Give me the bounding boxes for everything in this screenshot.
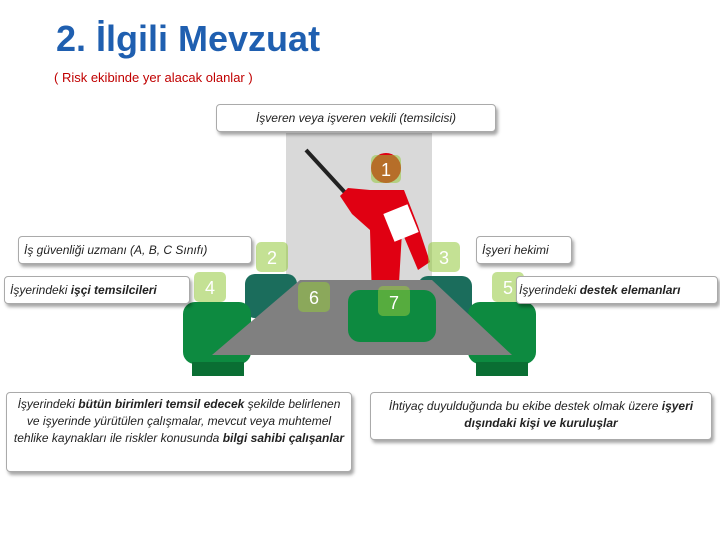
support-bold: destek elemanları xyxy=(579,283,681,297)
badge-7 xyxy=(378,286,410,316)
badge-3 xyxy=(428,242,460,272)
badge-4 xyxy=(194,272,226,302)
svg-text:3: 3 xyxy=(438,248,450,268)
svg-text:5: 5 xyxy=(502,278,514,298)
svg-text:7: 7 xyxy=(388,293,400,313)
knowledge-b1: bütün birimleri temsil edecek xyxy=(78,397,248,411)
safety-expert-label xyxy=(18,236,252,264)
knowledge-p1: İşyerindeki xyxy=(17,397,79,411)
external-p1: İhtiyaç duyulduğunda bu ekibe destek olmak üzere xyxy=(388,399,662,413)
badge-1 xyxy=(371,155,401,183)
knowledge-p2: şekilde belirlenen ve işyerinde yürütülen çalışmalar, mevcut veya muhtemel tehlike kaynakları ile riskler konusunda xyxy=(13,397,341,445)
worker-rep-pre: İşyerindeki xyxy=(10,283,71,297)
svg-text:6: 6 xyxy=(308,288,320,308)
support-pre: İşyerindeki xyxy=(519,283,580,297)
knowledge-label xyxy=(6,392,352,472)
worker-rep-bold: işçi temsilcileri xyxy=(70,283,157,297)
safety-expert-text: İş güvenliği uzmanı (A, B, C Sınıfı) xyxy=(24,243,208,257)
svg-text:1: 1 xyxy=(380,160,392,180)
svg-text:4: 4 xyxy=(204,278,216,298)
page-subtitle: ( Risk ekibinde yer alacak olanlar ) xyxy=(54,70,253,85)
worker-rep-label xyxy=(4,276,190,304)
doctor-text: İşyeri hekimi xyxy=(482,243,549,257)
svg-text:2: 2 xyxy=(266,248,278,268)
external-b1: işyeri dışındaki kişi ve kuruluşlar xyxy=(464,399,694,430)
employer-text: İşveren veya işveren vekili (temsilcisi) xyxy=(255,111,457,125)
employer-label xyxy=(216,104,496,132)
page-title: 2. İlgili Mevzuat xyxy=(56,18,321,59)
knowledge-b2: bilgi sahibi çalışanlar xyxy=(222,431,345,445)
support-label xyxy=(516,276,718,304)
badge-6 xyxy=(298,282,330,312)
doctor-label xyxy=(476,236,572,264)
external-label xyxy=(370,392,712,440)
badge-2 xyxy=(256,242,288,272)
